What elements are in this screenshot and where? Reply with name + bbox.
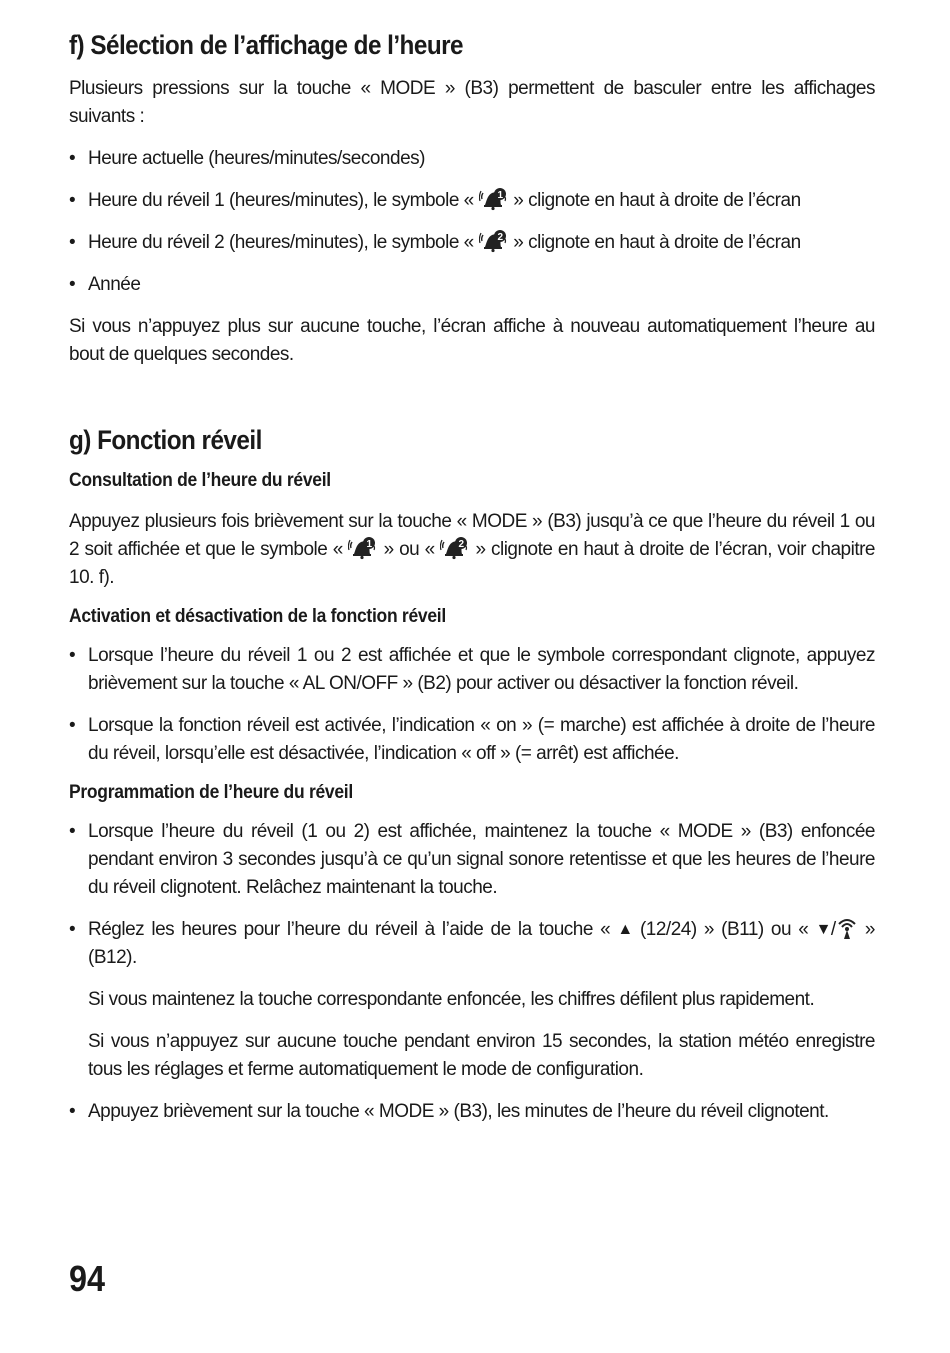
list-item-text: Appuyez brièvement sur la touche « MODE » (B3), les minutes de l’heure du réveil clignotent. (88, 1101, 829, 1122)
document-page (69, 30, 875, 1126)
page-number: 94 (69, 1258, 106, 1299)
section-f-intro: Plusieurs pressions sur la touche « MODE » (B3) permettent de basculer entre les affichages suivants : (69, 78, 875, 127)
subsection-title: Programmation de l’heure du réveil (69, 782, 353, 803)
list-item (69, 712, 875, 768)
bullet: • (69, 274, 76, 295)
section-f-title: f) Sélection de l’affichage de l’heure (69, 30, 464, 60)
svg-text:1: 1 (497, 190, 503, 201)
alarm-1-icon (348, 536, 378, 560)
bullet: • (69, 1101, 76, 1122)
list-item (69, 229, 875, 257)
alarm-2-icon (479, 229, 509, 253)
list-item-text: » clignote en haut à droite de l’écran (508, 190, 801, 211)
radio-signal-icon (836, 916, 858, 940)
list-item (69, 1098, 875, 1126)
list-item-text: Heure du réveil 1 (heures/minutes), le symbole « (88, 190, 479, 211)
list-item-text: Lorsque l’heure du réveil (1 ou 2) est affichée, maintenez la touche « MODE » (B3) enfoncée pendant environ 3 secondes jusqu’à ce qu’un signal sonore retentisse et que les heures de l’heure du réveil clignotent. Relâchez maintenant la touche. (88, 821, 875, 898)
list-item-text: Lorsque la fonction réveil est activée, l’indication « on » (= marche) est affichée à droite de l’heure du réveil, lorsqu’elle est désactivée, l’indication « off » (= arrêt) est affichée. (88, 715, 875, 764)
bullet: • (69, 148, 76, 169)
list-item-text: Heure du réveil 2 (heures/minutes), le symbole « (88, 232, 479, 253)
subsection-title: Activation et désactivation de la fonction réveil (69, 606, 446, 627)
arrow-down-icon: ▼ (815, 921, 831, 938)
section-f-outro: Si vous n’appuyez plus sur aucune touche, l’écran affiche à nouveau automatiquement l’heure au bout de quelques secondes. (69, 316, 875, 365)
list-item-text: Heure actuelle (heures/minutes/secondes) (88, 148, 425, 169)
arrow-up-icon: ▲ (617, 921, 633, 938)
list-item (69, 271, 875, 299)
bullet: • (69, 232, 76, 253)
svg-text:2: 2 (497, 232, 503, 243)
paragraph: Appuyez plusieurs fois brièvement sur la touche « MODE » (B3) jusqu’à ce que l’heure du réveil 1 ou 2 soit affichée et que le symbole « 1 » ou « 2 » clignote en haut à droite de l’écran, voir chapitre 10. f). (69, 511, 875, 588)
list-item-text: » clignote en haut à droite de l’écran (508, 232, 801, 253)
svg-text:1: 1 (366, 539, 372, 550)
list-item (69, 187, 875, 215)
bullet: • (69, 645, 76, 666)
list-item (69, 916, 875, 972)
list-item (69, 642, 875, 698)
list-item-text: Année (88, 274, 141, 295)
bullet: • (69, 190, 76, 211)
paragraph: Si vous maintenez la touche correspondante enfoncée, les chiffres défilent plus rapidement. (88, 989, 815, 1010)
paragraph: Si vous n’appuyez sur aucune touche pendant environ 15 secondes, la station météo enregistre tous les réglages et ferme automatiquement le mode de configuration. (88, 1031, 875, 1080)
subsection-title: Consultation de l’heure du réveil (69, 470, 331, 491)
svg-text:2: 2 (458, 539, 464, 550)
bullet: • (69, 919, 76, 940)
list-item-text: Lorsque l’heure du réveil 1 ou 2 est affichée et que le symbole correspondant clignote, appuyez brièvement sur la touche « AL ON/OFF » (B2) pour activer ou désactiver la fonction réveil. (88, 645, 875, 694)
alarm-2-icon (440, 536, 470, 560)
section-g-title: g) Fonction réveil (69, 425, 262, 455)
bullet: • (69, 715, 76, 736)
list-item-text: Réglez les heures pour l’heure du réveil à l’aide de la touche « ▲ (12/24) » (B11) ou « ▼/ » (B12). (88, 916, 875, 972)
alarm-1-icon (479, 187, 509, 211)
list-item (69, 145, 875, 173)
bullet: • (69, 821, 76, 842)
list-item (69, 818, 875, 902)
